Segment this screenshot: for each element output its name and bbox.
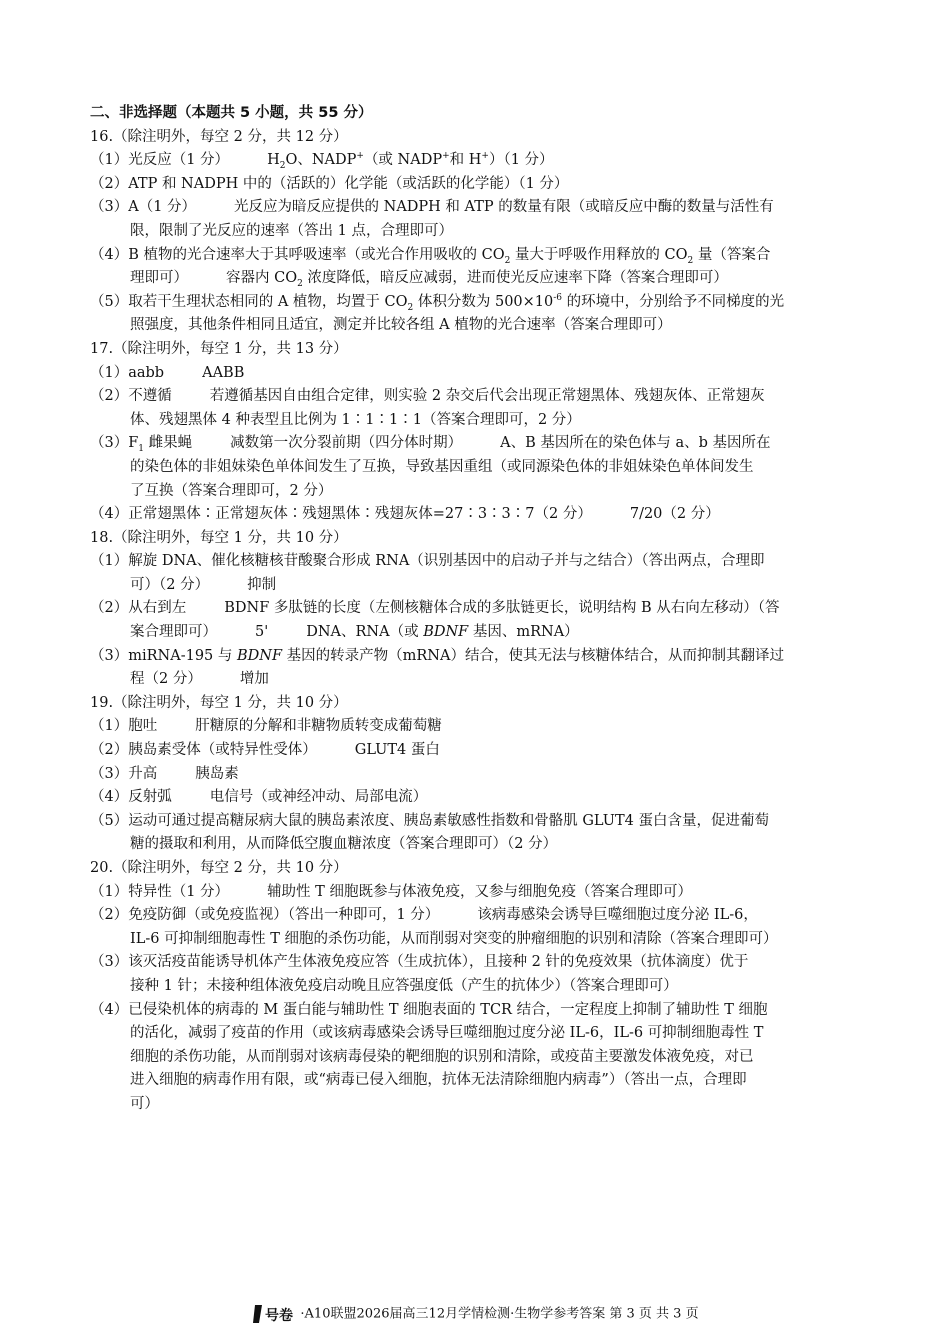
brand-logo xyxy=(251,1302,297,1326)
q20-answer-4-cont3: 进入细胞的病毒作用有限，或“病毒已侵入细胞，抗体无法清除细胞内病毒”）（答出一点，合理即 xyxy=(130,1072,747,1089)
q20-answer-2-cont: IL-6 可抑制细胞毒性 T 细胞的杀伤功能，从而削弱对突变的肿瘤细胞的识别和清除（答案合理即可） xyxy=(130,930,778,947)
q17-answer-2: （2）不遵循 若遵循基因自由组合定律，则实验 2 杂交后代会出现正常翅黑体、残翅灰体、正常翅灰 xyxy=(90,388,765,405)
q20-heading: 20.（除注明外，每空 2 分，共 10 分） xyxy=(90,860,348,876)
q18-answer-3-cont: 程（2 分） 增加 xyxy=(130,671,269,688)
q16-answer-5: （5）取若干生理状态相同的 A 植物，均置于 $CO_2$ 体积分数为 $500\times 10^{-6}$ 的环境中，分别给予不同梯度的光 xyxy=(90,292,785,313)
q20-answer-3-cont: 接种 1 针；未接种组体液免疫启动晚且应答强度低（产生的抗体少）（答案合理即可） xyxy=(130,977,678,994)
q20-answer-2: （2）免疫防御（或免疫监视）（答出一种即可，1 分） 该病毒感染会诱导巨噬细胞过度分泌 IL-6， xyxy=(90,907,758,924)
q16-answer-3: （3）A（1 分） 光反应为暗反应提供的 NADPH 和 ATP 的数量有限（或暗反应中酶的数量与活性有 xyxy=(90,199,774,216)
page-footer xyxy=(0,1302,950,1326)
q18-answer-2: （2）从右到左 BDNF 多肽链的长度（左侧核糖体合成的多肽链更长，说明结构 B 从右向左移动）（答 xyxy=(90,600,780,617)
q20-answer-4-cont4: 可） xyxy=(130,1095,159,1112)
q20-answer-4-cont2: 细胞的杀伤功能，从而削弱对该病毒侵染的靶细胞的识别和清除，或疫苗主要激发体液免疫，对已 xyxy=(130,1048,754,1065)
q17-answer-1: （1）aabb AABB xyxy=(90,364,245,381)
q20-answer-1: （1）特异性（1 分） 辅助性 T 细胞既参与体液免疫，又参与细胞免疫（答案合理即可） xyxy=(90,883,692,900)
q19-answer-2: （2）胰岛素受体（或特异性受体） GLUT4 蛋白 xyxy=(90,742,440,759)
section-heading: 二、非选择题（本题共 5 小题，共 55 分） xyxy=(90,105,373,121)
footer-text: ·A10联盟2026届高三12月学情检测·生物学参考答案 第 3 页 共 3 页 xyxy=(300,1306,699,1322)
q18-heading: 18.（除注明外，每空 1 分，共 10 分） xyxy=(90,529,348,546)
q17-answer-3-cont2: 了互换（答案合理即可，2 分） xyxy=(130,482,333,499)
q17-answer-3-cont: 的染色体的非姐妹染色单体间发生了互换，导致基因重组（或同源染色体的非姐妹染色单体间发生 xyxy=(130,458,754,475)
q19-answer-4: （4）反射弧 电信号（或神经冲动、局部电流） xyxy=(90,789,428,806)
q16-answer-3-cont: 限，限制了光反应的速率（答出 1 点，合理即可） xyxy=(130,222,453,239)
q19-answer-5: （5）运动可通过提高糖尿病大鼠的胰岛素浓度、胰岛素敏感性指数和骨骼肌 GLUT4 蛋白含量，促进葡萄 xyxy=(90,812,769,829)
svg-text:号卷: 号卷 xyxy=(265,1308,294,1324)
q16-answer-4: （4）B 植物的光合速率大于其呼吸速率（或光合作用吸收的 $CO_2$ 量大于呼吸作用释放的 $CO_2$ 量（答案合 xyxy=(90,246,771,266)
q19-answer-3: （3）升高 胰岛素 xyxy=(90,765,239,782)
q18-answer-1-cont: 可）（2 分） 抑制 xyxy=(130,576,277,593)
q17-answer-2-cont: 体、残翅黑体 4 种表型且比例为 1∶1∶1∶1（答案合理即可，2 分） xyxy=(130,411,581,428)
q20-answer-4: （4）已侵染机体的病毒的 M 蛋白能与辅助性 T 细胞表面的 TCR 结合，一定程度上抑制了辅助性 T 细胞 xyxy=(90,1001,768,1018)
q18-answer-3: （3）miRNA-195 与 BDNF 基因的转录产物（mRNA）结合，使其无法与核糖体结合，从而抑制其翻译过 xyxy=(90,647,784,664)
q16-answer-2: （2）ATP 和 NADPH 中的（活跃的）化学能（或活跃的化学能）（1 分） xyxy=(90,175,569,192)
q16-answer-1: （1）光反应（1 分） $H_2O$、NADP+（或 NADP+和 H+）（1 分） xyxy=(90,151,554,172)
q17-heading: 17.（除注明外，每空 1 分，共 13 分） xyxy=(90,340,348,357)
answer-content xyxy=(90,102,865,1117)
q20-answer-4-cont: 的活化，减弱了疫苗的作用（或该病毒感染会诱导巨噬细胞过度分泌 IL-6，IL-6 可抑制细胞毒性 T xyxy=(130,1025,764,1042)
q19-answer-5-cont: 糖的摄取和利用，从而降低空腹血糖浓度（答案合理即可）（2 分） xyxy=(130,836,558,853)
q16-answer-4-cont: 理即可） 容器内 $CO_2$ 浓度降低，暗反应减弱，进而使光反应速率下降（答案合理即可） xyxy=(130,270,728,290)
q18-answer-2-cont: 案合理即可） 5' DNA、RNA（或 BDNF 基因、mRNA） xyxy=(130,624,579,641)
q16-answer-5-cont: 照强度，其他条件相同且适宜，测定并比较各组 A 植物的光合速率（答案合理即可） xyxy=(130,317,672,334)
q17-answer-3: $(3)F_1$ 雌果蝇 减数第一次分裂前期（四分体时期） A、B 基因所在的染色体与 a、b 基因所在 xyxy=(90,435,771,455)
q16-heading: 16.（除注明外，每空 2 分，共 12 分） xyxy=(90,128,348,145)
q20-answer-3: （3）该灭活疫苗能诱导机体产生体液免疫应答（生成抗体），且接种 2 针的免疫效果（抗体滴度）优于 xyxy=(90,954,749,971)
q19-heading: 19.（除注明外，每空 1 分，共 10 分） xyxy=(90,694,348,711)
q19-answer-1: （1）胞吐 肝糖原的分解和非糖物质转变成葡萄糖 xyxy=(90,718,442,735)
q17-answer-4: （4）正常翅黑体∶正常翅灰体∶残翅黑体∶残翅灰体=27∶3∶3∶7（2 分） 7/20（2 分） xyxy=(90,506,720,523)
q18-answer-1: （1）解旋 DNA、催化核糖核苷酸聚合形成 RNA（识别基因中的启动子并与之结合）（答出两点，合理即 xyxy=(90,553,765,570)
